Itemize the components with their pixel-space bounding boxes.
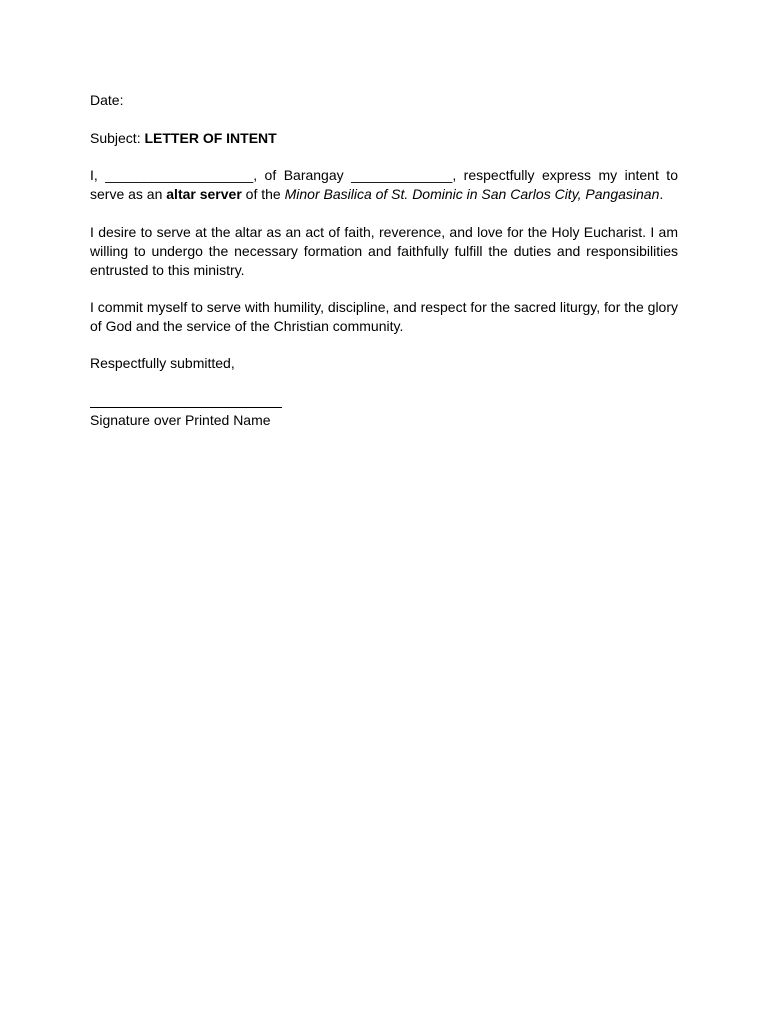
parish-name: Minor Basilica of St. Dominic in San Carlos City, Pangasinan	[284, 186, 660, 202]
intro-text-3: , respectfully express my intent to serve as an	[90, 167, 678, 202]
subject-label: Subject:	[90, 130, 145, 146]
date-label: Date:	[90, 92, 124, 108]
intro-text-4: of the	[241, 186, 285, 202]
role-text: altar server	[166, 186, 242, 202]
subject-line	[90, 129, 678, 148]
body-paragraph-2: I desire to serve at the altar as an act of faith, reverence, and love for the Holy Eucharist. I am willing to undergo the necessary formation and faithfully fulfill the duties and responsibilities entrusted to this ministry.	[90, 224, 678, 278]
barangay-blank: _____________	[351, 167, 453, 183]
subject-value: LETTER OF INTENT	[144, 130, 277, 146]
intro-text-1: I,	[90, 167, 106, 183]
body-paragraph-3: I commit myself to serve with humility, discipline, and respect for the sacred liturgy, for the glory of God and the service of the Christian community.	[90, 299, 678, 334]
signature-line	[90, 407, 282, 408]
closing-text: Respectfully submitted,	[90, 355, 235, 371]
intro-text-2: , of Barangay	[253, 167, 352, 183]
intro-text-5: .	[659, 186, 664, 202]
signature-label: Signature over Printed Name	[90, 412, 271, 428]
name-blank: ___________________	[105, 167, 254, 183]
intro-paragraph	[90, 166, 678, 204]
